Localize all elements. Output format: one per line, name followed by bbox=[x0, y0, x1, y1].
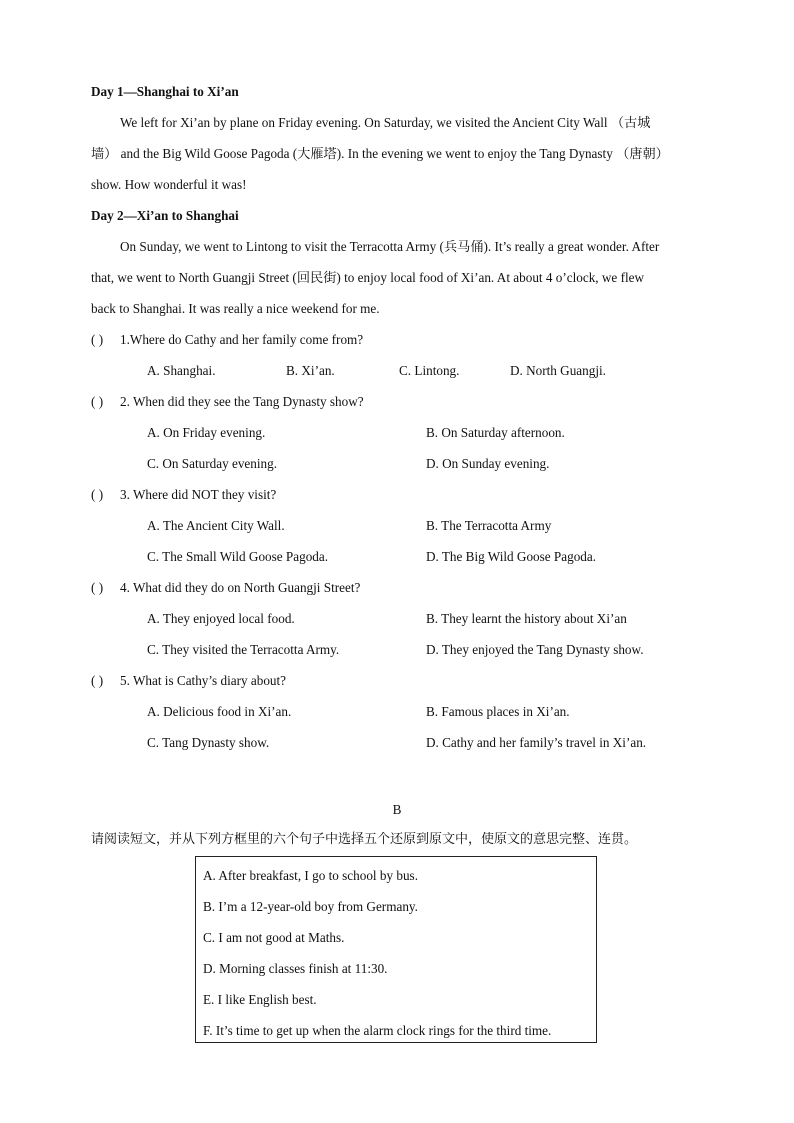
option-c: C. The Small Wild Goose Pagoda. bbox=[147, 549, 329, 564]
question-3-options-row-1 bbox=[91, 510, 703, 541]
sentence-options-box bbox=[195, 856, 597, 1043]
sentence-option-d: D. Morning classes finish at 11:30. bbox=[203, 961, 388, 976]
question-1 bbox=[91, 324, 703, 355]
option-d: D. On Sunday evening. bbox=[426, 456, 550, 471]
option-b: B. Famous places in Xi’an. bbox=[426, 704, 570, 719]
day2-heading: Day 2—Xi’an to Shanghai bbox=[91, 208, 239, 223]
question-3-options-row-2 bbox=[91, 541, 703, 572]
option-a: A. They enjoyed local food. bbox=[147, 611, 295, 626]
day1-line-2: 墙） and the Big Wild Goose Pagoda (大雁塔). In the evening we went to enjoy the Tang Dynasty （唐朝） bbox=[91, 146, 669, 161]
option-b: B. Xi’an. bbox=[286, 363, 335, 378]
question-text: 2. When did they see the Tang Dynasty show? bbox=[120, 394, 364, 409]
option-a: A. On Friday evening. bbox=[147, 425, 266, 440]
answer-blank[interactable]: ( ) bbox=[91, 394, 104, 409]
option-b: B. On Saturday afternoon. bbox=[426, 425, 565, 440]
answer-blank[interactable]: ( ) bbox=[91, 580, 104, 595]
option-c: C. They visited the Terracotta Army. bbox=[147, 642, 340, 657]
question-2-options-row-1 bbox=[91, 417, 703, 448]
option-d: D. North Guangji. bbox=[510, 363, 606, 378]
day2-line-2: that, we went to North Guangji Street (回民街) to enjoy local food of Xi’an. At about 4 o’clock, we flew bbox=[91, 270, 645, 285]
question-text: 5. What is Cathy’s diary about? bbox=[120, 673, 287, 688]
option-a: A. The Ancient City Wall. bbox=[147, 518, 285, 533]
section-b-label: B bbox=[392, 802, 402, 817]
option-d: D. The Big Wild Goose Pagoda. bbox=[426, 549, 597, 564]
question-4-options-row-1 bbox=[91, 603, 703, 634]
day1-line-3: show. How wonderful it was! bbox=[91, 177, 247, 192]
option-c: C. Lintong. bbox=[399, 363, 460, 378]
option-a: A. Shanghai. bbox=[147, 363, 216, 378]
day1-line-1: We left for Xi’an by plane on Friday evening. On Saturday, we visited the Ancient City Wall （古城 bbox=[120, 115, 651, 130]
option-d: D. Cathy and her family’s travel in Xi’an. bbox=[426, 735, 647, 750]
question-text: 3. Where did NOT they visit? bbox=[120, 487, 277, 502]
option-b: B. The Terracotta Army bbox=[426, 518, 552, 533]
sentence-option-c: C. I am not good at Maths. bbox=[203, 930, 345, 945]
question-5 bbox=[91, 665, 703, 696]
answer-blank[interactable]: ( ) bbox=[91, 673, 104, 688]
sentence-option-f: F. It’s time to get up when the alarm clock rings for the third time. bbox=[203, 1023, 552, 1038]
day2-line-1: On Sunday, we went to Lintong to visit the Terracotta Army (兵马俑). It’s really a great wonder. After bbox=[120, 239, 660, 254]
answer-blank[interactable]: ( ) bbox=[91, 487, 104, 502]
section-b-instruction: 请阅读短文，并从下列方框里的六个句子中选择五个还原到原文中，使原文的意思完整、连贯。 bbox=[91, 832, 638, 847]
question-2-options-row-2 bbox=[91, 448, 703, 479]
question-text: 4. What did they do on North Guangji Street? bbox=[120, 580, 361, 595]
question-3 bbox=[91, 479, 703, 510]
option-a: A. Delicious food in Xi’an. bbox=[147, 704, 292, 719]
sentence-option-b: B. I’m a 12-year-old boy from Germany. bbox=[203, 899, 418, 914]
option-c: C. Tang Dynasty show. bbox=[147, 735, 270, 750]
option-d: D. They enjoyed the Tang Dynasty show. bbox=[426, 642, 644, 657]
option-b: B. They learnt the history about Xi’an bbox=[426, 611, 627, 626]
sentence-option-e: E. I like English best. bbox=[203, 992, 317, 1007]
question-4 bbox=[91, 572, 703, 603]
reading-passage bbox=[91, 76, 703, 758]
sentence-option-a: A. After breakfast, I go to school by bus. bbox=[203, 868, 418, 883]
question-5-options-row-1 bbox=[91, 696, 703, 727]
question-4-options-row-2 bbox=[91, 634, 703, 665]
question-2 bbox=[91, 386, 703, 417]
question-5-options-row-2 bbox=[91, 727, 703, 758]
option-c: C. On Saturday evening. bbox=[147, 456, 278, 471]
question-text: 1.Where do Cathy and her family come from? bbox=[120, 332, 364, 347]
question-1-options bbox=[91, 355, 703, 386]
day2-line-3: back to Shanghai. It was really a nice weekend for me. bbox=[91, 301, 380, 316]
answer-blank[interactable]: ( ) bbox=[91, 332, 104, 347]
day1-heading: Day 1—Shanghai to Xi’an bbox=[91, 84, 239, 99]
